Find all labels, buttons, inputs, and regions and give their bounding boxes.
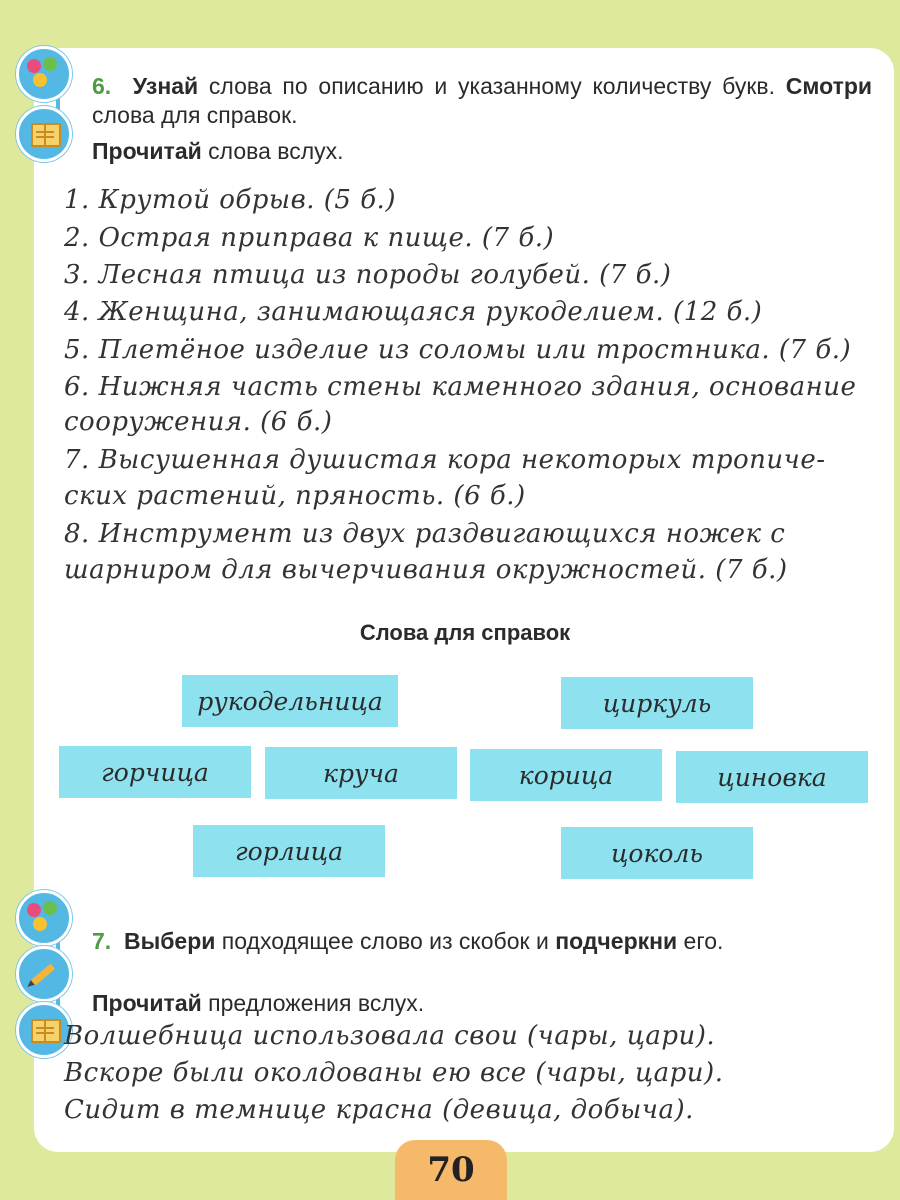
task7-number: 7. (92, 928, 112, 954)
task6-verb-recognize: Узнай (132, 73, 199, 99)
task6-item: 7. Высушенная душистая кора некоторых тропиче- (64, 445, 826, 475)
task6-item: 5. Плетёное изделие из соломы или тростника. (7 б.) (64, 335, 852, 365)
task6-heading (92, 72, 872, 130)
task6-item: 1. Крутой обрыв. (5 б.) (64, 185, 396, 215)
task6-verb-look: Смотри (785, 73, 873, 99)
task7-sentence: Волшебница использовала свои (чары, цари). (64, 1021, 716, 1051)
task7-heading (92, 927, 872, 956)
task6-read-text: слова вслух. (201, 138, 344, 164)
task6-item: 6. Нижняя часть стены каменного здания, основание (64, 372, 857, 402)
task7-heading-text2: его. (677, 928, 724, 954)
circles-icon (16, 890, 72, 946)
task6-item: 2. Острая приправа к пище. (7 б.) (64, 223, 555, 253)
task6-item: сооружения. (6 б.) (64, 407, 333, 437)
task7-verb-underline: подчеркни (555, 928, 678, 954)
reference-word: циновка (676, 751, 868, 803)
task6-item: 8. Инструмент из двух раздвигающихся ножек с (64, 519, 786, 549)
reference-word: цоколь (561, 827, 753, 879)
circles-icon (16, 46, 72, 102)
task6-item: 3. Лесная птица из породы голубей. (7 б.) (64, 260, 672, 290)
task6-read-line (92, 138, 344, 165)
reference-word: циркуль (561, 677, 753, 729)
book-icon (16, 106, 72, 162)
task6-item: 4. Женщина, занимающаяся рукоделием. (12 б.) (64, 297, 763, 327)
task7-verb-read: Прочитай (92, 990, 202, 1016)
reference-word: рукодельница (182, 675, 398, 727)
reference-word: горлица (193, 825, 385, 877)
task6-heading-text2: слова для справок. (92, 102, 298, 128)
task6-heading-text1: слова по описанию и указанному количеству букв. (198, 73, 786, 99)
task7-read-text: предложения вслух. (201, 990, 425, 1016)
task6-number: 6. (92, 73, 112, 99)
pencil-icon (16, 946, 72, 1002)
task7-sentence: Сидит в темнице красна (девица, добыча). (64, 1095, 694, 1125)
task7-heading-text1: подходящее слово из скобок и (215, 928, 556, 954)
task7-read-line (92, 990, 424, 1017)
reference-word: круча (265, 747, 457, 799)
task7-sentence: Вскоре были околдованы ею все (чары, цари). (64, 1058, 724, 1088)
task6-item: ских растений, пряность. (6 б.) (64, 481, 526, 511)
reference-word: корица (470, 749, 662, 801)
reference-word: горчица (59, 746, 251, 798)
reference-title: Слова для справок (359, 620, 571, 645)
task7-verb-choose: Выбери (123, 928, 216, 954)
page-number: 70 (395, 1140, 507, 1200)
task6-verb-read: Прочитай (92, 138, 202, 164)
task6-item: шарниром для вычерчивания окружностей. (7 б.) (64, 555, 788, 585)
